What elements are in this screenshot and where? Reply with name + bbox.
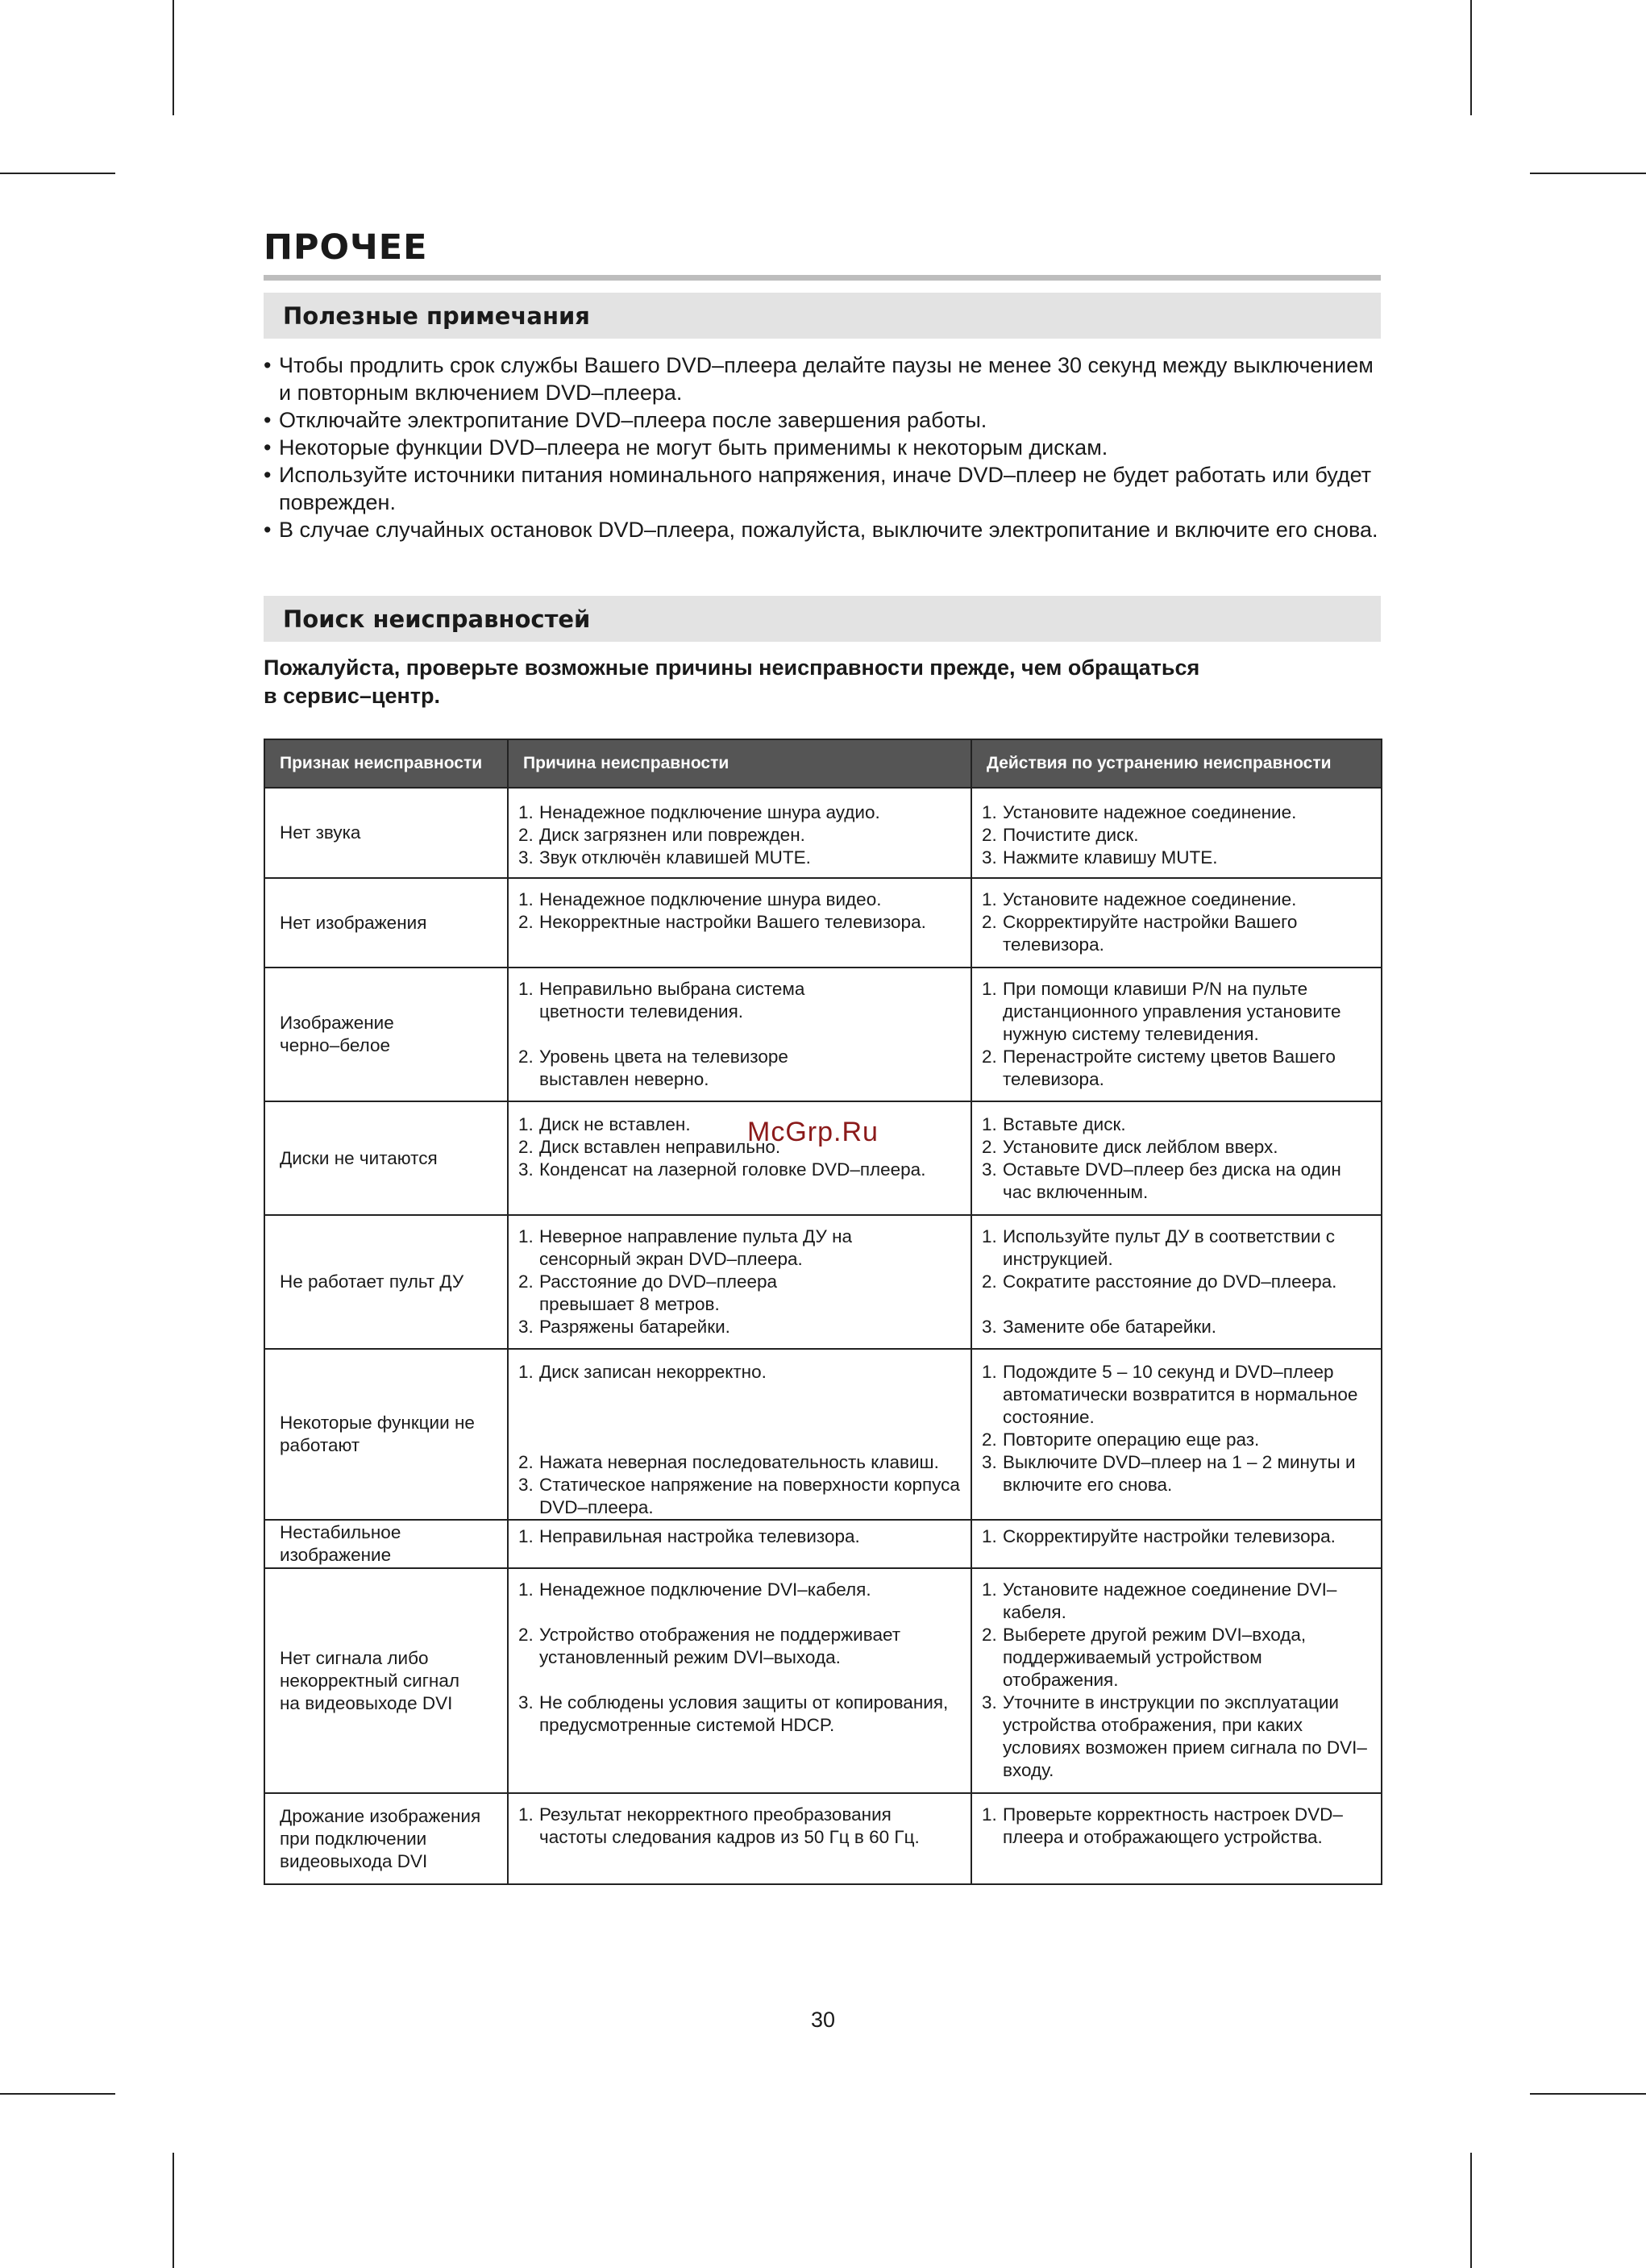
item-number: 2. bbox=[982, 1137, 997, 1157]
item-text: Установите диск лейблом вверх. bbox=[1003, 1137, 1278, 1157]
item-text: Ненадежное подключение DVI–кабеля. bbox=[539, 1579, 871, 1600]
list-item bbox=[982, 1429, 1369, 1451]
item-number: 3. bbox=[518, 1692, 534, 1712]
numbered-list bbox=[982, 1226, 1369, 1338]
item-number: 3. bbox=[518, 847, 534, 868]
numbered-list bbox=[518, 801, 970, 869]
symptom-text: Дрожание изображения при подключении видеовыхода DVI bbox=[280, 1805, 481, 1871]
item-number: 1. bbox=[982, 889, 997, 909]
item-text: Установите надежное соединение. bbox=[1003, 889, 1297, 909]
list-item bbox=[518, 1474, 982, 1519]
item-text: Не соблюдены условия защиты от копирования, предусмотренные системой HDCP. bbox=[539, 1692, 949, 1735]
list-item bbox=[518, 1624, 970, 1669]
numbered-list bbox=[518, 1525, 970, 1548]
item-text: Неправильно выбрана система цветности телевидения. bbox=[539, 979, 805, 1022]
numbered-list bbox=[982, 978, 1369, 1091]
list-item bbox=[518, 978, 841, 1023]
crop-mark bbox=[172, 0, 174, 115]
item-text: Разряжены батарейки. bbox=[539, 1317, 730, 1337]
list-item bbox=[518, 1361, 982, 1384]
item-number: 1. bbox=[518, 1804, 534, 1825]
item-number: 1. bbox=[982, 802, 997, 822]
list-item bbox=[982, 801, 1369, 824]
symptom-cell bbox=[264, 788, 508, 878]
item-number: 2. bbox=[982, 1271, 997, 1292]
section-heading-text: Поиск неисправностей bbox=[283, 605, 591, 633]
column-header-cause: Причина неисправности bbox=[508, 739, 971, 788]
list-item bbox=[982, 1113, 1361, 1136]
item-text: Выберете другой режим DVI–входа, поддерживаемый устройством отображения. bbox=[1003, 1625, 1307, 1690]
section-heading-useful-notes bbox=[264, 293, 1381, 339]
item-text: Статическое напряжение на поверхности корпуса DVD–плеера. bbox=[539, 1475, 960, 1517]
note-item: • Некоторые функции DVD–плеера не могут быть применимы к некоторым дискам. bbox=[264, 434, 1384, 461]
item-number: 1. bbox=[518, 1526, 534, 1546]
symptom-cell bbox=[264, 1349, 508, 1520]
symptom-text: Нет изображения bbox=[280, 912, 427, 933]
item-text: Результат некорректного преобразования частоты следования кадров из 50 Гц в 60 Гц. bbox=[539, 1804, 920, 1847]
item-text: Некорректные настройки Вашего телевизора. bbox=[539, 912, 926, 932]
item-number: 1. bbox=[982, 979, 997, 999]
item-number: 2. bbox=[982, 1429, 997, 1450]
item-number: 1. bbox=[518, 1362, 534, 1382]
list-item bbox=[518, 1046, 841, 1091]
item-text: Перенастройте систему цветов Вашего телевизора. bbox=[1003, 1047, 1336, 1089]
cause-cell bbox=[508, 1568, 971, 1793]
cause-cell bbox=[508, 788, 971, 878]
item-text: Диск записан некорректно. bbox=[539, 1362, 767, 1382]
item-number: 2. bbox=[982, 1625, 997, 1645]
item-text: Сократите расстояние до DVD–плеера. bbox=[1003, 1271, 1337, 1292]
useful-notes-list bbox=[264, 352, 1384, 543]
list-item bbox=[982, 1451, 1369, 1496]
action-cell bbox=[971, 1568, 1382, 1793]
page-number: 30 bbox=[810, 2008, 836, 2032]
table-row bbox=[264, 1793, 1382, 1884]
item-text: Неправильная настройка телевизора. bbox=[539, 1526, 860, 1546]
crop-mark bbox=[172, 2153, 174, 2268]
action-cell bbox=[971, 1793, 1382, 1884]
list-item bbox=[982, 978, 1369, 1046]
symptom-text: Изображение черно–белое bbox=[280, 1013, 394, 1055]
list-item bbox=[518, 1579, 970, 1601]
item-text: Вставьте диск. bbox=[1003, 1114, 1126, 1134]
list-item bbox=[982, 1226, 1369, 1271]
list-item bbox=[518, 1451, 982, 1474]
item-number: 1. bbox=[982, 1579, 997, 1600]
numbered-list bbox=[982, 888, 1369, 956]
list-item bbox=[518, 1159, 970, 1181]
item-text: Звук отключён клавишей MUTE. bbox=[539, 847, 811, 868]
symptom-text: Нестабильное изображение bbox=[280, 1522, 401, 1565]
item-number: 1. bbox=[982, 1114, 997, 1134]
list-item bbox=[518, 888, 970, 911]
list-item bbox=[982, 1624, 1369, 1692]
note-item: • В случае случайных остановок DVD–плеера, пожалуйста, выключите электропитание и включите его снова. bbox=[264, 516, 1384, 543]
list-item bbox=[518, 1271, 865, 1316]
crop-mark bbox=[1530, 173, 1646, 174]
table-row bbox=[264, 878, 1382, 968]
title-rule bbox=[264, 275, 1381, 281]
item-number: 1. bbox=[982, 1526, 997, 1546]
symptom-text: Нет сигнала либо некорректный сигнал на видеовыходе DVI bbox=[280, 1647, 460, 1713]
list-item bbox=[982, 1271, 1369, 1293]
item-number: 3. bbox=[518, 1475, 534, 1495]
item-number: 2. bbox=[518, 825, 534, 845]
numbered-list bbox=[518, 1361, 982, 1519]
numbered-list bbox=[518, 978, 841, 1091]
numbered-list bbox=[518, 1226, 865, 1338]
symptom-cell bbox=[264, 1101, 508, 1215]
item-number: 1. bbox=[982, 1804, 997, 1825]
numbered-list bbox=[982, 1361, 1369, 1496]
item-text: Диск загрязнен или поврежден. bbox=[539, 825, 805, 845]
item-number: 1. bbox=[518, 1226, 534, 1246]
list-item bbox=[518, 1525, 970, 1548]
item-number: 3. bbox=[982, 1159, 997, 1180]
symptom-cell bbox=[264, 1793, 508, 1884]
list-item bbox=[982, 847, 1369, 869]
page-title: ПРОЧЕЕ bbox=[264, 227, 428, 268]
table-header-row bbox=[264, 739, 1382, 788]
symptom-cell bbox=[264, 1568, 508, 1793]
item-number: 1. bbox=[518, 1114, 534, 1134]
item-number: 2. bbox=[518, 1625, 534, 1645]
list-item bbox=[982, 824, 1369, 847]
numbered-list bbox=[982, 1525, 1369, 1548]
item-number: 3. bbox=[982, 847, 997, 868]
item-number: 1. bbox=[518, 889, 534, 909]
numbered-list bbox=[982, 801, 1369, 869]
item-number: 2. bbox=[982, 825, 997, 845]
troubleshooting-intro: Пожалуйста, проверьте возможные причины неисправности прежде, чем обращаться в сервис–центр. bbox=[264, 655, 1200, 708]
table-row bbox=[264, 788, 1382, 878]
action-cell bbox=[971, 1101, 1382, 1215]
item-number: 1. bbox=[518, 802, 534, 822]
numbered-list bbox=[518, 1579, 970, 1737]
troubleshooting-table bbox=[264, 739, 1382, 1885]
action-cell bbox=[971, 1520, 1382, 1568]
section-heading-troubleshooting bbox=[264, 596, 1381, 642]
symptom-cell bbox=[264, 1215, 508, 1349]
item-text: Скорректируйте настройки телевизора. bbox=[1003, 1526, 1336, 1546]
action-cell bbox=[971, 1349, 1382, 1520]
column-header-action: Действия по устранению неисправности bbox=[971, 739, 1382, 788]
item-text: Нажмите клавишу MUTE. bbox=[1003, 847, 1218, 868]
symptom-cell bbox=[264, 968, 508, 1101]
item-number: 1. bbox=[982, 1362, 997, 1382]
list-item bbox=[982, 1692, 1369, 1782]
list-item bbox=[518, 1316, 865, 1338]
item-number: 1. bbox=[982, 1226, 997, 1246]
item-text: Расстояние до DVD–плеера превышает 8 метров. bbox=[539, 1271, 778, 1314]
list-item bbox=[982, 1136, 1361, 1159]
action-cell bbox=[971, 1215, 1382, 1349]
item-number: 2. bbox=[982, 1047, 997, 1067]
table-row bbox=[264, 968, 1382, 1101]
item-text: Ненадежное подключение шнура аудио. bbox=[539, 802, 880, 822]
item-text: Ненадежное подключение шнура видео. bbox=[539, 889, 882, 909]
item-text: Замените обе батарейки. bbox=[1003, 1317, 1217, 1337]
item-text: Неверное направление пульта ДУ на сенсорный экран DVD–плеера. bbox=[539, 1226, 853, 1269]
item-text: Проверьте корректность настроек DVD–плеера и отображающего устройства. bbox=[1003, 1804, 1343, 1847]
item-text: Уточните в инструкции по эксплуатации устройства отображения, при каких условиях возможен прием сигнала по DVI–входу. bbox=[1003, 1692, 1367, 1780]
item-number: 1. bbox=[518, 979, 534, 999]
list-item bbox=[518, 824, 970, 847]
numbered-list bbox=[982, 1113, 1361, 1204]
note-item: • Используйте источники питания номинального напряжения, иначе DVD–плеер не будет работать или будет поврежден. bbox=[264, 461, 1384, 516]
item-text: Оставьте DVD–плеер без диска на один час включенным. bbox=[1003, 1159, 1341, 1202]
item-text: При помощи клавиши P/N на пульте дистанционного управления установите нужную систему телевидения. bbox=[1003, 979, 1341, 1044]
symptom-text: Диски не читаются bbox=[280, 1147, 438, 1168]
item-number: 2. bbox=[518, 1271, 534, 1292]
list-item bbox=[982, 1159, 1361, 1204]
item-text: Повторите операцию еще раз. bbox=[1003, 1429, 1260, 1450]
list-item bbox=[518, 1226, 865, 1271]
list-item bbox=[518, 1136, 970, 1159]
list-item bbox=[518, 1113, 970, 1136]
crop-mark bbox=[1470, 0, 1472, 115]
list-item bbox=[982, 888, 1369, 911]
item-number: 2. bbox=[982, 912, 997, 932]
crop-mark bbox=[0, 173, 115, 174]
list-item bbox=[518, 1804, 954, 1849]
numbered-list bbox=[982, 1579, 1369, 1782]
item-number: 2. bbox=[518, 1452, 534, 1472]
symptom-cell bbox=[264, 1520, 508, 1568]
list-item bbox=[982, 1579, 1369, 1624]
item-text: Конденсат на лазерной головке DVD–плеера. bbox=[539, 1159, 926, 1180]
item-text: Диск вставлен неправильно. bbox=[539, 1137, 781, 1157]
item-text: Диск не вставлен. bbox=[539, 1114, 691, 1134]
table-row bbox=[264, 1215, 1382, 1349]
numbered-list bbox=[982, 1804, 1369, 1849]
cause-cell bbox=[508, 1520, 971, 1568]
action-cell bbox=[971, 878, 1382, 968]
list-item bbox=[518, 801, 970, 824]
crop-mark bbox=[0, 2093, 115, 2095]
cause-cell bbox=[508, 1349, 971, 1520]
column-header-symptom: Признак неисправности bbox=[264, 739, 508, 788]
list-item bbox=[518, 847, 970, 869]
list-item bbox=[982, 1525, 1369, 1548]
watermark: McGrp.Ru bbox=[747, 1117, 879, 1147]
numbered-list bbox=[518, 888, 970, 934]
item-number: 3. bbox=[982, 1692, 997, 1712]
table-row bbox=[264, 1520, 1382, 1568]
item-number: 3. bbox=[982, 1317, 997, 1337]
item-number: 3. bbox=[518, 1159, 534, 1180]
list-item bbox=[982, 1316, 1369, 1338]
list-item bbox=[518, 1692, 970, 1737]
item-text: Устройство отображения не поддерживает установленный режим DVI–выхода. bbox=[539, 1625, 901, 1667]
item-number: 2. bbox=[518, 1137, 534, 1157]
symptom-text: Не работает пульт ДУ bbox=[280, 1271, 464, 1292]
item-text: Почистите диск. bbox=[1003, 825, 1139, 845]
list-item bbox=[982, 911, 1369, 956]
list-item bbox=[982, 1361, 1369, 1429]
item-number: 2. bbox=[518, 1047, 534, 1067]
crop-mark bbox=[1470, 2153, 1472, 2268]
item-text: Выключите DVD–плеер на 1 – 2 минуты и включите его снова. bbox=[1003, 1452, 1356, 1495]
list-item bbox=[982, 1804, 1369, 1849]
symptom-text: Нет звука bbox=[280, 822, 361, 843]
table-row bbox=[264, 1568, 1382, 1793]
table-row bbox=[264, 1349, 1382, 1520]
item-number: 3. bbox=[982, 1452, 997, 1472]
numbered-list bbox=[518, 1804, 954, 1849]
item-text: Уровень цвета на телевизоре выставлен неверно. bbox=[539, 1047, 788, 1089]
cause-cell bbox=[508, 1215, 971, 1349]
section-heading-text: Полезные примечания bbox=[283, 302, 590, 330]
item-text: Нажата неверная последовательность клавиш. bbox=[539, 1452, 939, 1472]
item-text: Подождите 5 – 10 секунд и DVD–плеер автоматически возвратится в нормальное состояние. bbox=[1003, 1362, 1358, 1427]
note-item: • Отключайте электропитание DVD–плеера после завершения работы. bbox=[264, 406, 1384, 434]
symptom-text: Некоторые функции не работают bbox=[280, 1413, 475, 1455]
cause-cell bbox=[508, 968, 971, 1101]
item-text: Используйте пульт ДУ в соответствии с инструкцией. bbox=[1003, 1226, 1336, 1269]
item-text: Установите надежное соединение DVI–кабеля. bbox=[1003, 1579, 1337, 1622]
action-cell bbox=[971, 788, 1382, 878]
item-number: 1. bbox=[518, 1579, 534, 1600]
symptom-cell bbox=[264, 878, 508, 968]
list-item bbox=[518, 911, 970, 934]
cause-cell bbox=[508, 1101, 971, 1215]
item-number: 2. bbox=[518, 912, 534, 932]
list-item bbox=[982, 1046, 1369, 1091]
crop-mark bbox=[1530, 2093, 1646, 2095]
action-cell bbox=[971, 968, 1382, 1101]
note-item: • Чтобы продлить срок службы Вашего DVD–плеера делайте паузы не менее 30 секунд между выключением и повторным включением DVD–плеера. bbox=[264, 352, 1384, 406]
item-number: 3. bbox=[518, 1317, 534, 1337]
cause-cell bbox=[508, 878, 971, 968]
cause-cell bbox=[508, 1793, 971, 1884]
item-text: Установите надежное соединение. bbox=[1003, 802, 1297, 822]
item-text: Скорректируйте настройки Вашего телевизора. bbox=[1003, 912, 1298, 955]
numbered-list bbox=[518, 1113, 970, 1181]
